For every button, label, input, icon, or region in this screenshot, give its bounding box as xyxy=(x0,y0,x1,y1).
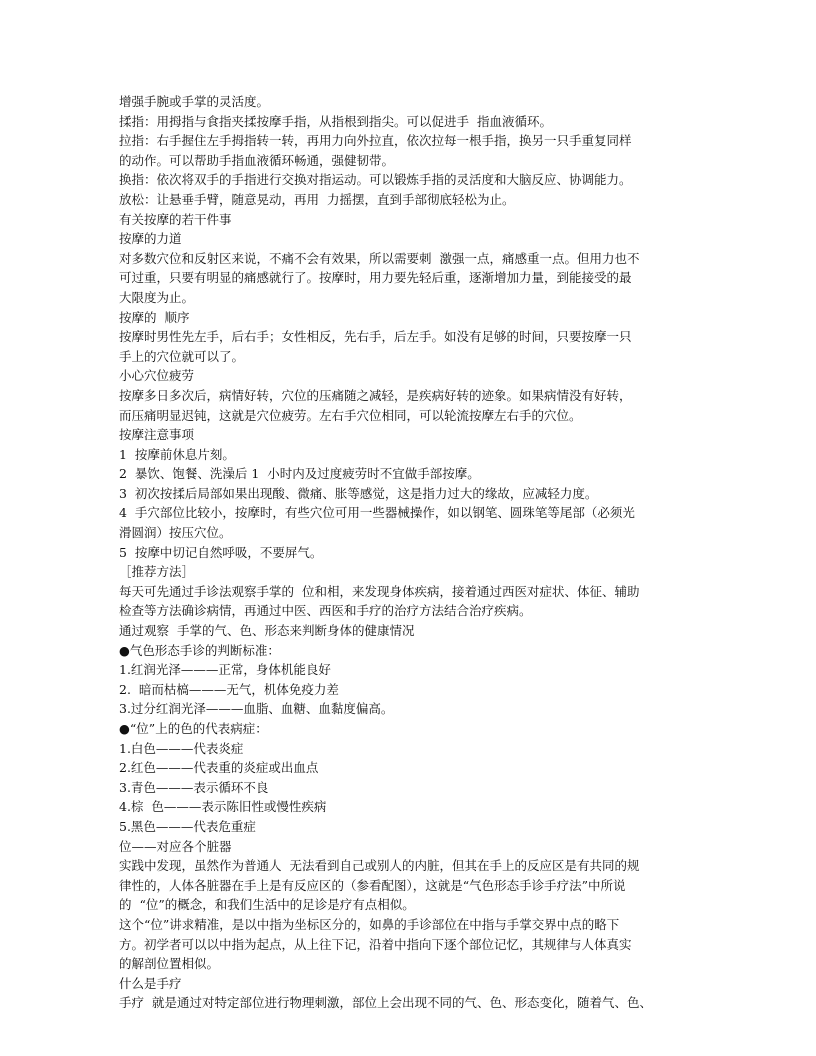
bullet-heading: ●气色形态手诊的判断标准： xyxy=(119,642,280,658)
text-line: 律性的，人体各脏器在手上是有反应区的（参看配图），这就是“气色形态手诊手疗法”中所说 xyxy=(119,877,626,893)
subsection-heading: 位——对应各个脏器 xyxy=(119,838,232,854)
text-line: 的解剖位置相似。 xyxy=(119,956,220,972)
subsection-heading: 按摩的力道 xyxy=(119,231,182,247)
list-item: 3.青色———表示循环不良 xyxy=(119,779,269,795)
list-item: 2 暴饮、饱餐、洗澡后 1 小时内及过度疲劳时不宜做手部按摩。 xyxy=(119,466,480,482)
list-item-continuation: 滑圆润）按压穴位。 xyxy=(119,525,232,541)
text-line: 检查等方法确诊病情，再通过中医、西医和手疗的治疗方法结合治疗疾病。 xyxy=(119,603,532,619)
text-line: 可过重，只要有明显的痛感就行了。按摩时，用力要先轻后重，逐渐增加力量，到能接受的最 xyxy=(119,270,632,286)
text-line: 手疗 就是通过对特定部位进行物理刺激，部位上会出现不同的气、色、形态变化，随着气、色、 xyxy=(119,995,652,1011)
text-line: 换指：依次将双手的手指进行交换对指运动。可以锻炼手指的灵活度和大脑反应、协调能力。 xyxy=(119,172,632,188)
text-line: 增强手腕或手掌的灵活度。 xyxy=(119,94,270,109)
list-item: 1.红润光泽———正常，身体机能良好 xyxy=(119,662,331,678)
document-body xyxy=(119,92,697,1013)
list-item: 2.红色———代表重的炎症或出血点 xyxy=(119,760,319,776)
text-line: 手上的穴位就可以了。 xyxy=(119,348,245,364)
text-line: 的 “位”的概念，和我们生活中的足诊是疗有点相似。 xyxy=(119,897,415,913)
text-line: 这个“位”讲求精准，是以中指为坐标区分的，如鼻的手诊部位在中指与手掌交界中点的略下 xyxy=(119,916,620,932)
list-item: 5 按摩中切记自然呼吸，不要屏气。 xyxy=(119,544,323,560)
text-line: 大限度为止。 xyxy=(119,289,195,305)
subsection-heading: 按摩注意事项 xyxy=(119,427,195,443)
text-line: 而压痛明显迟钝，这就是穴位疲劳。左右手穴位相同，可以轮流按摩左右手的穴位。 xyxy=(119,407,582,423)
list-item: 3.过分红润光泽———血脂、血糖、血黏度偏高。 xyxy=(119,701,394,717)
list-item: 5.黑色———代表危重症 xyxy=(119,818,256,834)
text-line: 按摩多日多次后，病情好转，穴位的压痛随之减轻，是疾病好转的迹象。如果病情没有好转， xyxy=(119,387,632,403)
section-heading: 有关按摩的若干件事 xyxy=(119,211,232,227)
text-line: 按摩时男性先左手，后右手；女性相反，先右手，后左手。如没有足够的时间，只要按摩一只 xyxy=(119,329,632,345)
text-line: 揉指：用拇指与食指夹揉按摩手指，从指根到指尖。可以促进手 指血液循环。 xyxy=(119,113,552,129)
subsection-heading: 按摩的 顺序 xyxy=(119,309,190,325)
section-heading: ［推荐方法］ xyxy=(119,564,195,580)
text-line: 拉指：右手握住左手拇指转一转，再用力向外拉直，依次拉每一根手指，换另一只手重复同样 xyxy=(119,133,632,149)
text-line: 的动作。可以帮助手指血液循环畅通，强健韧带。 xyxy=(119,152,395,168)
text-line: 通过观察 手掌的气、色、形态来判断身体的健康情况 xyxy=(119,623,415,639)
list-item: 4.棕 色———表示陈旧性或慢性疾病 xyxy=(119,799,327,815)
subsection-heading: 什么是手疗 xyxy=(119,975,182,991)
list-item: 1 按摩前休息片刻。 xyxy=(119,446,235,462)
list-item: 1.白色———代表炎症 xyxy=(119,740,244,756)
subsection-heading: 小心穴位疲劳 xyxy=(119,368,195,384)
text-line: 对多数穴位和反射区来说，不痛不会有效果，所以需要刺 激强一点，痛感重一点。但用力也不 xyxy=(119,250,640,266)
bullet-heading: ●“位”上的色的代表病症： xyxy=(119,721,268,736)
list-item: 2. 暗而枯槁———无气，机体免疫力差 xyxy=(119,681,339,697)
text-line: 放松：让悬垂手臂，随意晃动，再用 力摇摆，直到手部彻底轻松为止。 xyxy=(119,191,515,207)
text-line: 实践中发现，虽然作为普通人 无法看到自己或别人的内脏，但其在手上的反应区是有共同的规 xyxy=(119,858,640,874)
text-line: 方。初学者可以以中指为起点，从上往下记，沿着中指向下逐个部位记忆，其规律与人体真实 xyxy=(119,936,632,952)
text-line: 每天可先通过手诊法观察手掌的 位和相，来发现身体疾病，接着通过西医对症状、体征、辅助 xyxy=(119,583,640,599)
list-item: 4 手穴部位比较小，按摩时，有些穴位可用一些器械操作，如以钢笔、圆珠笔等尾部（必须光 xyxy=(119,505,635,521)
list-item: 3 初次按揉后局部如果出现酸、微痛、胀等感觉，这是指力过大的缘故，应减轻力度。 xyxy=(119,485,598,501)
